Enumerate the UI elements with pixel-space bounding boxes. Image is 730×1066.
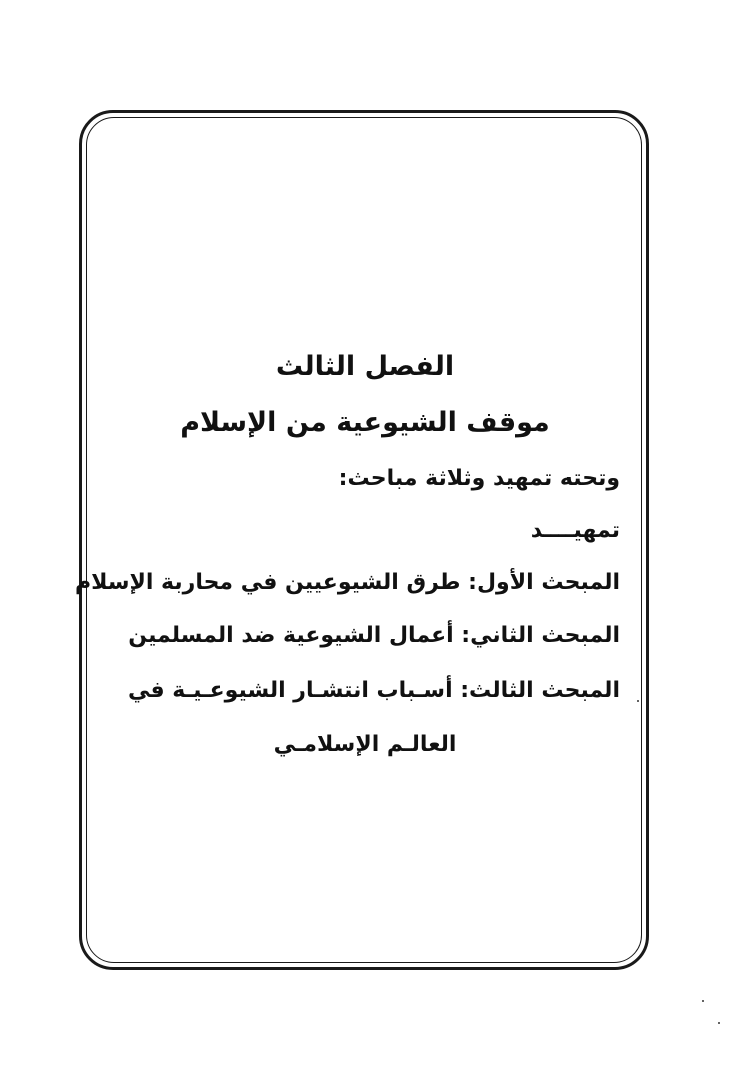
section-3: المبحث الثالث: أسـباب انتشـار الشيوعـيـة في: [127, 678, 620, 703]
section-2: المبحث الثاني: أعمال الشيوعية ضد المسلمين: [128, 623, 620, 648]
tamheed-heading: تمهيــــد: [530, 518, 620, 543]
scan-speck: [718, 1022, 720, 1024]
section-1: المبحث الأول: طرق الشيوعيين في محاربة الإسلام: [75, 570, 620, 595]
scan-speck: [702, 1000, 704, 1002]
section-3-continued: العالـم الإسلامـي: [273, 732, 457, 757]
chapter-subtitle: موقف الشيوعية من الإسلام: [180, 407, 550, 438]
chapter-title: الفصل الثالث: [275, 351, 455, 382]
chapter-intro: وتحته تمهيد وثلاثة مباحث:: [338, 466, 620, 491]
scan-speck: [637, 700, 639, 702]
